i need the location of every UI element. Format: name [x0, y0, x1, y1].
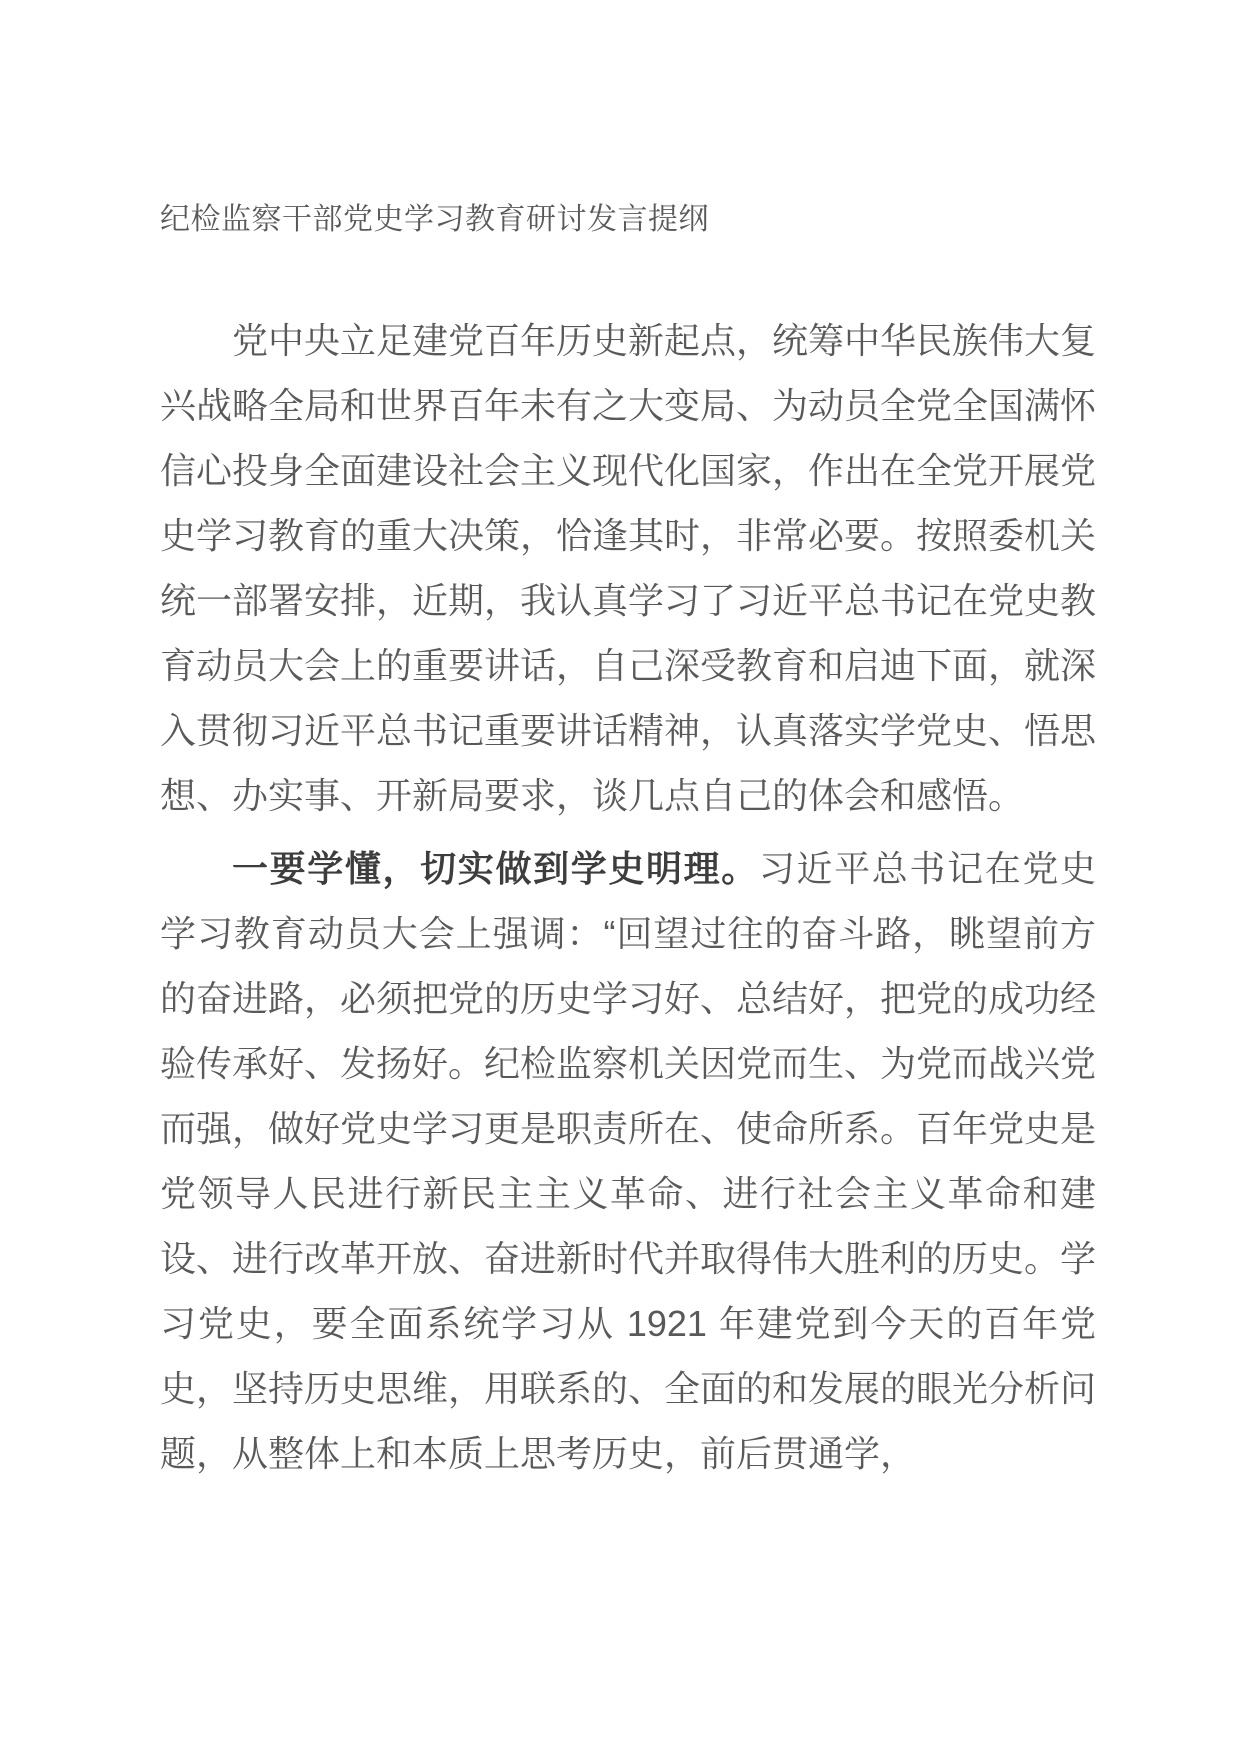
paragraph: [160, 836, 1096, 1486]
paragraph-lead: 一要学懂，切实做到学史明理。: [232, 848, 759, 889]
paragraph-body: 习近平总书记在党史学习教育动员大会上强调：“回望过往的奋斗路，眺望前方的奋进路，必须把党的历史学习好、总结好，把党的成功经验传承好、发扬好。纪检监察机关因党而生、为党而战兴党而强，做好党史学习更是职责所在、使命所系。百年党史是党领导人民进行新民主主义革命、进行社会主义革命和建设、进行改革开放、奋进新时代并取得伟大胜利的历史。学习党史，要全面系统学习从 1921 年建党到今天的百年党史，坚持历史思维，用联系的、全面的和发展的眼光分析问题，从整体上和本质上思考历史，前后贯通学，: [160, 848, 1097, 1474]
paragraph: [160, 308, 1096, 828]
paragraph-body: 党中央立足建党百年历史新起点，统筹中华民族伟大复兴战略全局和世界百年未有之大变局、为动员全党全国满怀信心投身全面建设社会主义现代化国家，作出在全党开展党史学习教育的重大决策，恰逢其时，非常必要。按照委机关统一部署安排，近期，我认真学习了习近平总书记在党史教育动员大会上的重要讲话，自己深受教育和启迪下面，就深入贯彻习近平总书记重要讲话精神，认真落实学党史、悟思想、办实事、开新局要求，谈几点自己的体会和感悟。: [160, 320, 1097, 816]
page-title: 纪检监察干部党史学习教育研讨发言提纲: [160, 203, 709, 236]
